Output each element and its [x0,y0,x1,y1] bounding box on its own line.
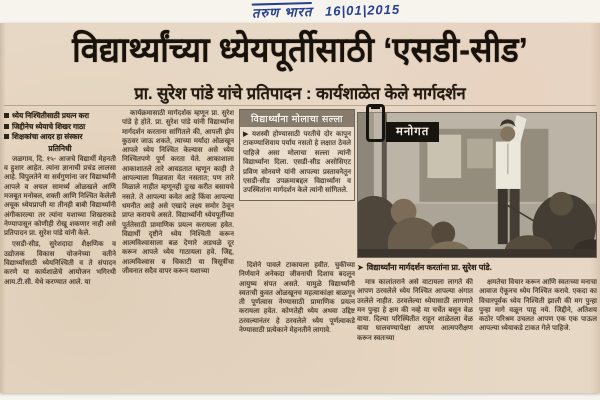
highlight-item [4,132,116,143]
bullet-square-icon [4,124,9,129]
column-5 [479,278,597,387]
column-3-continuation [239,261,355,384]
paragraph: कार्यक्रमासाठी मार्गदर्शक म्हणून प्रा. सुरेश पांडे हे होते. प्रा. सुरेश पांडे यांनी विद्यार्थ्यांना मार्गदर्शन करताना सांगितले की, आपली झेप कुठवर जाऊ शकते, त्याच्या मर्यादा ओळखून आपले ध्येय निश्चित केल्यास असे ध्येय निश्चितपणे पूर्ण करता येते. आकाशाला आकाशातले तारे आवडतात म्हणून काही ते आपल्याला मिळवता येत नसतात; पण तारे मिळाले नाहीत म्हणूनही दुःख करीत बसायचे नसते. ते आपल्या कवेत आहे किंवा आपल्या धमनीत आहे असे एखादे लक्ष्य समोर ठेवून प्राप्त करायचे असते. विद्यार्थ्यांनी ध्येयपूर्तीच्या पूर्ततेसाठी प्रामाणिक प्रयत्न करायला हवेत. विद्यार्थी दृष्टीने ध्येय निश्चिती करून आत्मविश्वासाला बळ देणारे अडथळे दूर करून आपले ध्येय गाठायला हवे. जिद्द, आत्मविश्वास व चिकाटी या त्रिसूत्रींचा जीवनात सदैव वापर करून यशाच्या [122,110,234,276]
handwritten-date: 16|01|2015 [324,1,401,19]
bullet-square-icon [4,134,9,139]
highlight-text: जिद्दीनेच ध्येयाचे शिखर गाठा [12,121,86,131]
highlight-text: ध्येय निश्चितीसाठी प्रयत्न करा [12,111,90,120]
handwritten-note [252,0,453,26]
column-2 [122,109,234,387]
advice-text: यशस्वी होण्यासाठी परतीचे दोर कापून टाकण्याशिवाय पर्याय नसतो हे लक्षात ठेवले पाहिजे असा मोलाचा सल्ला त्यांनी विद्यार्थ्यांना दिला. एसडी-सीड असोसिएट प्रविण सोनवणे यांनी आपल्या प्रस्तावनेतून एसडी-सीड उपक्रमाबद्दल विद्यार्थ्यांना व उपस्थितांना मार्गदर्शन केले त्यांनी सांगितले. [243,131,351,195]
paragraph: दिशेने पावले टाकायला हवीत. चुकीच्या निर्णयाने अनेकदा जीवनाची दिशाच बदलून आयुष्य संपत असते. यामुळे विद्यार्थ्यांनी स्वतःची कुवत ओळखूनच महत्वाकांक्षा बाळगून ती पूर्णत्वास नेण्यासाठी प्रामाणिक प्रयत्न करायला हवेत. कोणतेही ध्येय अथवा उद्दिष्ट ठरवल्यानंतर हे ठरवलेले ध्येय पूर्णत्वाकडे नेण्यासाठी प्रत्येकाने मेहनतीने लागावे. [239,262,355,335]
handwritten-publication-name: तरुण भारत [251,4,313,21]
paragraph: जळगाव, दि. १५- आजचे विद्यार्थी मेहनती व हुशार आहेत. त्यांना ज्ञानाची प्रचंड लालसा आहे. विपुलतेने या सर्वगुणांना जर विद्यार्थ्यांनी आपले व अचल सामर्थ्य ओळखले आणि मजबूत मनोबल, शक्ती आणि निश्चित केलेली अचूक ध्येयप्राप्ती या तीनही बाबी विद्यार्थ्यांनी अंगीकारल्या तर त्यांना यशाच्या शिखराकडे नेण्यापासून कोणीही रोखू शकणार नाही असे प्रतिपादन प्रा. सुरेश पांडे यांनी केले. [4,155,116,238]
advice-box [239,109,355,201]
pointer-arrow-icon: ▶ [243,131,250,138]
photo-label: मनोगत [386,122,439,142]
microphone-badge-icon [366,104,385,142]
paragraph: क्षमतेचा विचार करून आणि स्वतःच्या मनाचा आवाज ऐकूनच ध्येय निश्चित करावे. एकदा का विचारपूर्वक ध्येय निश्चिती झाली की मग पुन्हा पुन्हा मागे वळून पाहू नये. जिद्दीने, अतिशय कठोर परिश्रम उचलत आपण एक एक पाऊल आपल्या ध्येयाकडे टाकत गेले पाहिजे. [479,279,597,333]
column-4 [357,278,473,387]
highlight-list [4,111,116,143]
highlight-text: शिक्षकांचा आदर हा संस्कार [12,132,83,141]
caption-text: विद्यार्थ्यांना मार्गदर्शन करतांना प्रा. सुरेश पांडे. [366,263,492,272]
advice-box-text [240,127,354,200]
photo-caption [357,262,597,273]
headline-divider [4,105,596,106]
highlight-item [4,111,116,122]
article-headline: विद्यार्थ्यांच्या ध्येयपूर्तीसाठी ‘एसडी-सीड’ [72,30,528,69]
column-3 [239,109,355,387]
paragraph: मात्र कालांतराने असे वाटायला लागते की आपण ठरवलेले ध्येय निश्चित आपल्या अंगात उरलेले नाहीत. ठरवलेल्या ध्येयासाठी लागणारे मन पुन्हा हे क्षम की नव्हे या चर्चेत बसून वेळ वाया. दिल्या परिस्थितीत राहून शाळेतला वेळ वाया घालवण्यापेक्षा आपण आत्मपरीक्षण करून स्वतःच्या [357,279,473,342]
advice-box-title: विद्यार्थ्यांना मोलाचा सल्ला [240,110,354,127]
inset-box-area [239,109,355,261]
article-subheadline: प्रा. सुरेश पांडे यांचे प्रतिपादन : कार्यशाळेत केले मार्गदर्शन [134,85,466,103]
caption-arrow-icon: ➤ [357,263,364,272]
newspaper-clipping [0,23,600,393]
column-1 [4,109,116,387]
byline: प्रतिनिधी [48,143,72,153]
bullet-square-icon [4,113,9,118]
paragraph: एसडी-सीड, सुरेशदादा शैक्षणिक व उद्योजक विकास योजनेच्या वतीने विद्यार्थ्यांसाठी ध्येयनिश्चिती व ते संपादन करणे या कार्यशाळेचे आयोजन भगिरथी आय.टी.सी. येथे करण्यात आले. या [4,241,116,286]
highlight-item [4,122,116,133]
article-photo [357,112,597,258]
